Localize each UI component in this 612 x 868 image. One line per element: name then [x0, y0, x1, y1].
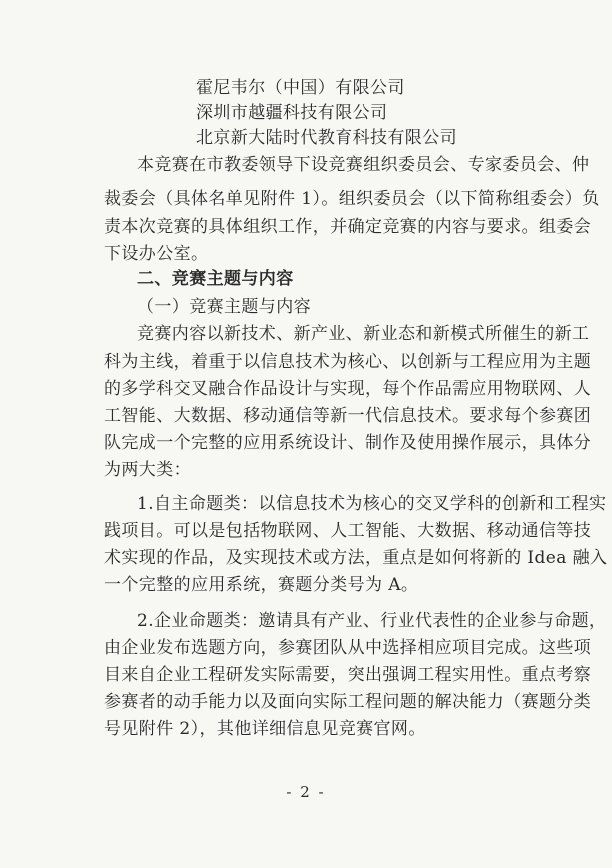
- list-item-line: 号见附件 2），其他详细信息见竞赛官网。: [104, 719, 426, 739]
- list-item-line: 一个完整的应用系统，赛题分类号为 A。: [104, 575, 419, 595]
- company-line: 北京新大陆时代教育科技有限公司: [196, 128, 457, 148]
- list-item-line: 1.自主命题类：以信息技术为核心的交叉学科的创新和工程实: [137, 494, 607, 514]
- list-item-line: 参赛者的动手能力以及面向实际工程问题的解决能力（赛题分类: [104, 692, 592, 712]
- paragraph-line: 工智能、大数据、移动通信等新一代信息技术。要求每个参赛团: [104, 406, 592, 426]
- paragraph-line: 科为主线，着重于以信息技术为核心、以创新与工程应用为主题: [104, 352, 592, 372]
- list-item-line: 目来自企业工程研发实际需要，突出强调工程实用性。重点考察: [104, 665, 592, 685]
- paragraph-line: 队完成一个完整的应用系统设计、制作及使用操作展示，具体分: [104, 433, 592, 453]
- section-heading: 二、竞赛主题与内容: [137, 269, 294, 289]
- paragraph-line: 责本次竞赛的具体组织工作，并确定竞赛的内容与要求。组委会: [104, 217, 592, 237]
- list-item-line: 2.企业命题类：邀请具有产业、行业代表性的企业参与命题，: [137, 611, 607, 631]
- list-item-line: 践项目。可以是包括物联网、人工智能、大数据、移动通信等技: [104, 521, 592, 541]
- page-number: - 2 -: [286, 783, 326, 801]
- paragraph-line: 本竞赛在市教委领导下设竞赛组织委员会、专家委员会、仲: [137, 155, 590, 175]
- paragraph-line: 为两大类：: [104, 460, 191, 480]
- company-line: 霍尼韦尔（中国）有限公司: [196, 78, 405, 98]
- paragraph-line: 裁委会（具体名单见附件 1）。组织委员会（以下简称组委会）负: [104, 189, 600, 209]
- list-item-line: 由企业发布选题方向，参赛团队从中选择相应项目完成。这些项: [104, 638, 592, 658]
- list-item-line: 术实现的作品，及实现技术或方法，重点是如何将新的 Idea 融入: [104, 548, 608, 568]
- company-line: 深圳市越疆科技有限公司: [196, 103, 388, 123]
- paragraph-line: 竞赛内容以新技术、新产业、新业态和新模式所催生的新工: [137, 324, 590, 344]
- subsection-heading: （一）竞赛主题与内容: [137, 297, 311, 317]
- paragraph-line: 下设办公室。: [104, 244, 209, 264]
- paragraph-line: 的多学科交叉融合作品设计与实现，每个作品需应用物联网、人: [104, 379, 592, 399]
